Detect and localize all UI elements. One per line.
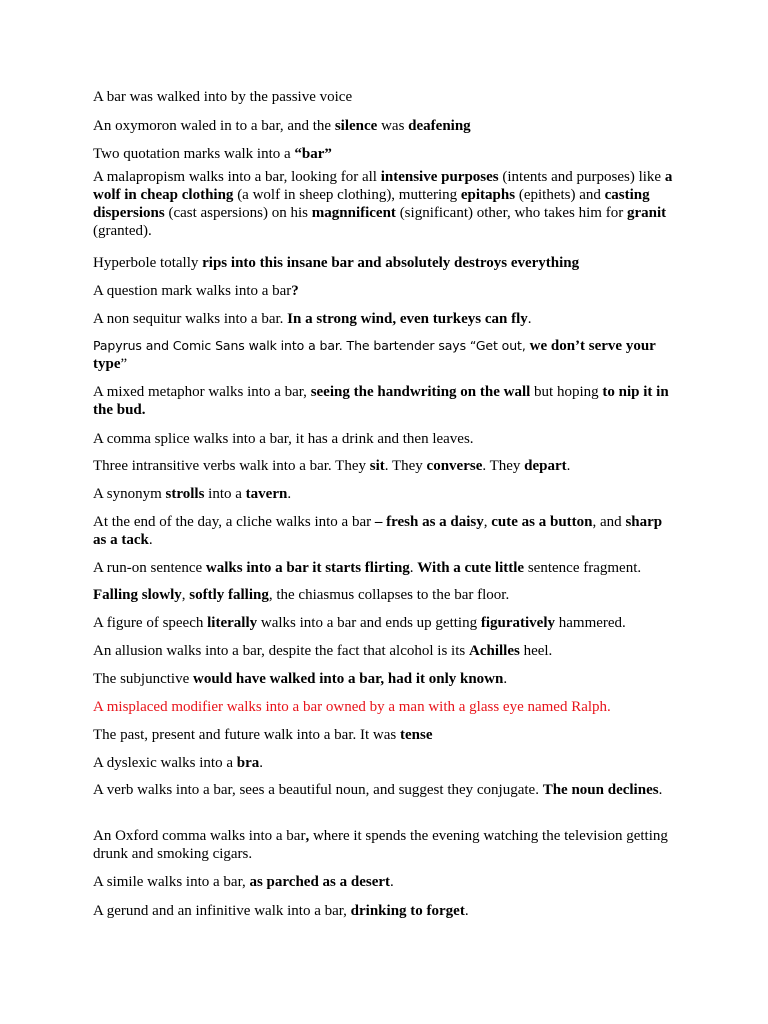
body-text: (a wolf in sheep clothing), muttering [233,187,461,203]
emphasis-text: In a strong wind, even turkeys can fly [287,311,528,327]
joke-paragraph [93,282,678,300]
joke-paragraph [93,145,678,163]
emphasis-text: The noun declines [542,782,659,798]
body-text: A mixed metaphor walks into a bar, [93,384,311,400]
body-text: . [503,671,508,687]
body-text: . [658,782,663,798]
joke-paragraph [93,513,678,549]
joke-paragraph [93,485,678,503]
body-text: where it spends the evening watching the television getting drunk and smoking cigars. [93,828,668,862]
body-text: walks into a bar and ends up getting [257,615,481,631]
body-text: , [181,587,190,603]
body-text: ” [120,356,128,372]
joke-paragraph [93,254,678,272]
emphasis-text: deafening [408,118,471,134]
body-text: A gerund and an infinitive walk into a bar, [93,903,351,919]
emphasis-text: cute as a button [491,514,593,530]
emphasis-text: a wolf in cheap clothing [93,169,673,203]
joke-paragraph [93,827,678,863]
body-text: , and [592,514,626,530]
joke-paragraph [93,726,678,744]
emphasis-text: sit [369,458,385,474]
joke-paragraph [93,430,678,448]
joke-paragraph [93,698,678,716]
body-text: A verb walks into a bar, sees a beautiful noun, and suggest they conjugate. [93,782,543,798]
body-text: The subjunctive [93,671,193,687]
joke-paragraph [93,383,678,419]
body-text: but hoping [530,384,603,400]
emphasis-text: epitaphs [460,187,516,203]
body-text: (granted). [93,223,152,239]
body-text: , [483,514,492,530]
joke-paragraph [93,586,678,604]
body-text: An oxymoron waled in to a bar, and the [93,118,335,134]
joke-paragraph [93,754,678,772]
emphasis-text: tavern [245,486,288,502]
joke-paragraph [93,88,678,106]
body-text: . [390,874,394,890]
emphasis-text: sharp as a tack [93,514,663,548]
body-text: . [566,458,571,474]
joke-paragraph [93,902,678,920]
body-text: An Oxford comma walks into a bar [93,828,306,844]
emphasis-text: “bar” [294,146,332,162]
emphasis-text: ? [291,283,299,299]
emphasis-text: casting dispersions [93,187,650,221]
body-text: A synonym [93,486,166,502]
emphasis-text: seeing the handwriting on the wall [310,384,531,400]
body-text: (cast aspersions) on his [164,205,312,221]
body-text: At the end of the day, a cliche walks into a bar [93,514,375,530]
emphasis-text: bra [236,755,260,771]
body-text: (epithets) and [515,187,605,203]
emphasis-text: silence [334,118,378,134]
body-text: A malapropism walks into a bar, looking for all [93,169,381,185]
body-text: A run-on sentence [93,560,206,576]
emphasis-text: – fresh as a daisy [374,514,484,530]
joke-paragraph [93,117,678,135]
emphasis-text: converse [426,458,483,474]
joke-paragraph [93,457,678,475]
joke-paragraph [93,310,678,328]
emphasis-text: tense [400,727,433,743]
emphasis-text: depart [524,458,567,474]
body-text: . They [482,458,525,474]
body-text: A question mark walks into a bar [93,283,292,299]
body-text: An allusion walks into a bar, despite the fact that alcohol is its [93,643,469,659]
body-text: sentence fragment. [524,560,642,576]
emphasis-text: intensive purposes [380,169,499,185]
emphasis-text: , [305,828,310,844]
body-text: Hyperbole totally [93,255,203,271]
body-text: into a [204,486,246,502]
emphasis-text: drinking to forget [350,903,465,919]
body-text: The past, present and future walk into a bar. It was [93,727,400,743]
body-text: . [287,486,292,502]
body-text: Two quotation marks walk into a [93,146,295,162]
body-text: A figure of speech [93,615,208,631]
emphasis-text: would have walked into a bar, had it only known [192,671,504,687]
body-text: . [464,903,469,919]
body-text: (intents and purposes) like [498,169,665,185]
body-text: A misplaced modifier walks into a bar owned by a man with a glass eye named Ralph. [93,699,611,715]
body-text: hammered. [555,615,626,631]
body-text: A non sequitur walks into a bar. [93,311,288,327]
emphasis-text: softly falling [189,587,269,603]
joke-paragraph [93,670,678,688]
body-text: was [377,118,409,134]
joke-paragraph [93,642,678,660]
body-text: Three intransitive verbs walk into a bar. They [93,458,370,474]
emphasis-text: as parched as a desert [249,874,391,890]
body-text: A simile walks into a bar, [93,874,250,890]
emphasis-text: literally [207,615,258,631]
body-text: . [259,755,263,771]
body-text: . [409,560,418,576]
body-text: , the chiasmus collapses to the bar floor. [268,587,510,603]
body-text: (significant) other, who takes him for [395,205,627,221]
emphasis-text: to nip it in the bud. [93,384,669,418]
body-text: A bar was walked into by the passive voice [93,89,353,105]
emphasis-text: granit [626,205,667,221]
emphasis-text: walks into a bar it starts flirting [205,560,410,576]
emphasis-text: Falling slowly [93,587,182,603]
joke-paragraph [93,337,678,373]
body-text: A dyslexic walks into a [93,755,237,771]
body-text: . They [384,458,427,474]
body-text: A comma splice walks into a bar, it has a drink and then leaves. [93,431,474,447]
body-text: Papyrus and Comic Sans walk into a bar. The bartender says “Get out, [93,338,530,353]
emphasis-text: magnnificent [311,205,396,221]
body-text: . [527,311,532,327]
joke-paragraph [93,168,678,240]
joke-paragraph [93,873,678,891]
emphasis-text: rips into this insane bar and absolutely destroys everything [202,255,580,271]
joke-paragraph [93,614,678,632]
joke-paragraph [93,781,678,799]
emphasis-text: strolls [165,486,205,502]
emphasis-text: With a cute little [417,560,525,576]
body-text: . [148,532,153,548]
body-text: heel. [519,643,553,659]
emphasis-text: Achilles [468,643,520,659]
emphasis-text: figuratively [480,615,555,631]
emphasis-text: we don’t serve your type [93,338,656,372]
joke-paragraph [93,559,678,577]
